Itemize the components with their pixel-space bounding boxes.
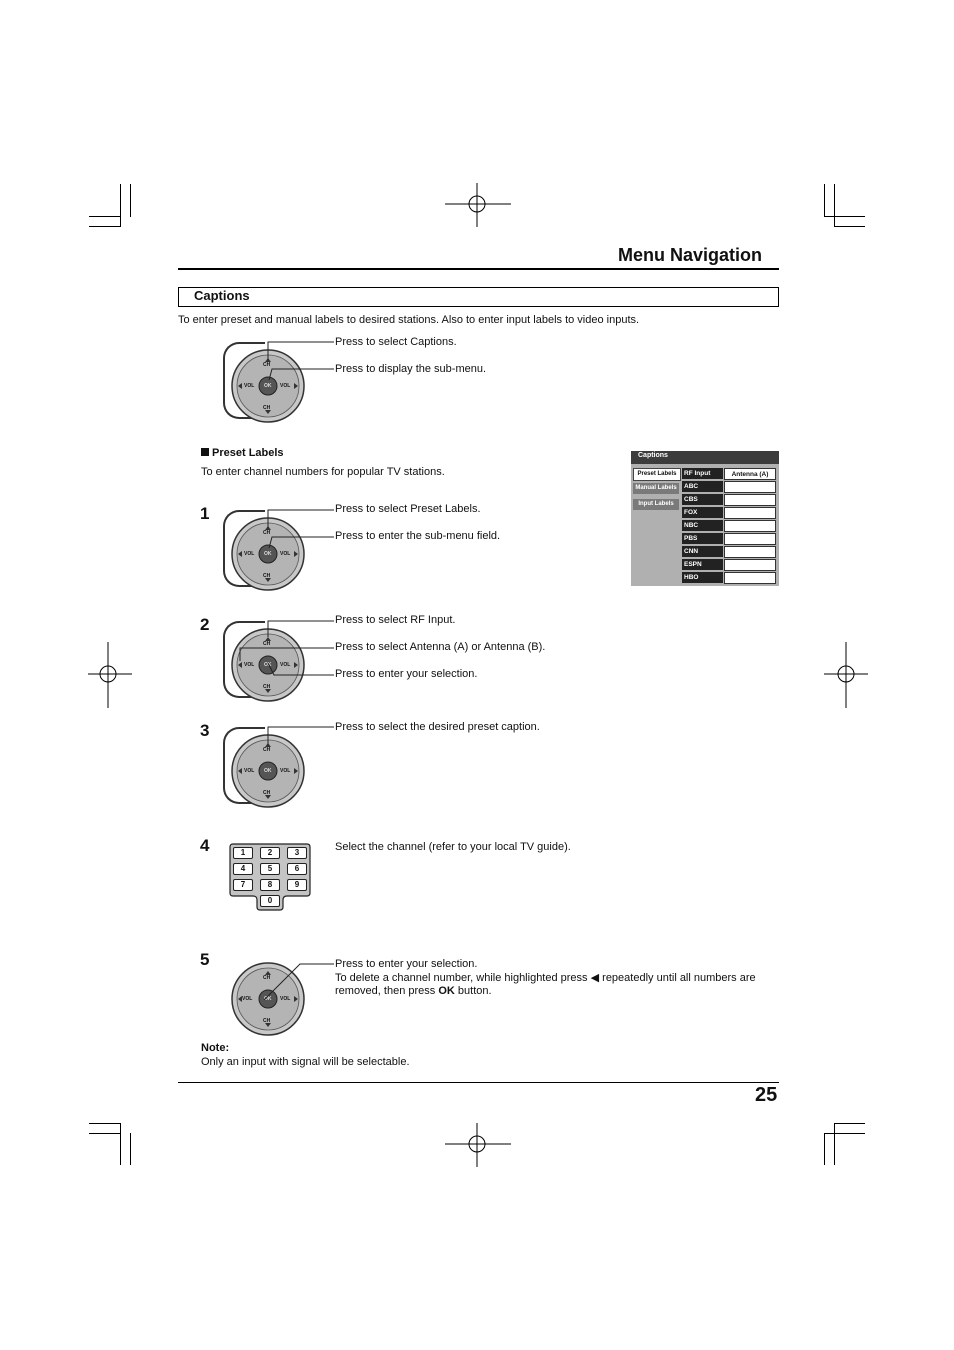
- ch-down-label: CH: [263, 573, 271, 579]
- ch-down-label: CH: [263, 684, 271, 690]
- key-4[interactable]: 4: [233, 863, 253, 875]
- registration-mark: [88, 642, 132, 708]
- captions-menu-header: [631, 451, 779, 464]
- crop-mark: [834, 184, 835, 226]
- callout-lines: [264, 508, 336, 548]
- crop-mark: [834, 1123, 835, 1165]
- station-label: CBS: [682, 494, 723, 505]
- crop-mark: [89, 216, 121, 217]
- ok-label: OK: [264, 551, 272, 557]
- crop-mark: [824, 184, 825, 217]
- step-4-line-1: Select the channel (refer to your local TV guide).: [335, 841, 571, 853]
- ch-up-label: CH: [263, 747, 271, 753]
- station-label: PBS: [682, 533, 723, 544]
- crop-mark: [120, 1123, 121, 1165]
- station-label: CNN: [682, 546, 723, 557]
- step-number: 2: [200, 615, 210, 634]
- crop-mark: [834, 226, 865, 227]
- step-3-line-1: Press to select the desired preset caption.: [335, 721, 540, 733]
- station-field[interactable]: [724, 572, 776, 584]
- crop-mark: [834, 1123, 865, 1124]
- step-number: 1: [200, 504, 210, 523]
- step-5-line-3: [335, 984, 492, 998]
- section-box: [178, 287, 779, 307]
- crop-mark: [824, 1133, 865, 1134]
- top-step-2: Press to display the sub-menu.: [335, 363, 487, 375]
- key-2[interactable]: 2: [260, 847, 280, 859]
- crop-mark: [130, 184, 131, 217]
- station-field[interactable]: [724, 520, 776, 532]
- page-title: Menu Navigation: [618, 245, 763, 265]
- station-label: NBC: [682, 520, 723, 531]
- crop-mark: [130, 1133, 131, 1165]
- callout-lines: [264, 725, 336, 755]
- station-field[interactable]: [724, 481, 776, 493]
- registration-mark: [824, 642, 868, 708]
- station-field[interactable]: [724, 494, 776, 506]
- vol-right-label: VOL: [280, 662, 291, 668]
- vol-left-label: VOL: [244, 768, 255, 774]
- ch-up-label: CH: [263, 362, 271, 368]
- ch-down-label: CH: [263, 1018, 271, 1024]
- note-text: Only an input with signal will be selectable.: [201, 1056, 410, 1068]
- vol-right-label: VOL: [280, 551, 291, 557]
- step-1-line-2: Press to enter the sub-menu field.: [335, 530, 501, 542]
- vol-right-label: VOL: [280, 996, 291, 1002]
- registration-mark: [445, 1123, 511, 1167]
- step-5-line-3-tail: button.: [457, 985, 492, 997]
- section-title: Captions: [194, 288, 250, 303]
- station-label: ESPN: [682, 559, 723, 570]
- step-number: 5: [200, 950, 210, 969]
- callout-lines: [264, 340, 336, 380]
- callout-lines: [260, 962, 336, 1004]
- step-5-line-2-tail: repeatedly until all numbers are: [602, 972, 756, 984]
- vol-right-label: VOL: [280, 768, 291, 774]
- intro-text: To enter preset and manual labels to desired stations. Also to enter input labels to video inputs.: [178, 314, 640, 326]
- captions-menu-title: Captions: [638, 452, 668, 459]
- key-9[interactable]: 9: [287, 879, 307, 891]
- key-8[interactable]: 8: [260, 879, 280, 891]
- note-label: Note:: [201, 1042, 230, 1054]
- step-2-line-1: Press to select RF Input.: [335, 614, 456, 626]
- key-3[interactable]: 3: [287, 847, 307, 859]
- step-5-line-2-text: To delete a channel number, while highlighted press: [335, 972, 588, 984]
- step-number: 4: [200, 836, 210, 855]
- ch-up-label: CH: [263, 641, 271, 647]
- menu-item-manual-labels[interactable]: Manual Labels: [633, 483, 679, 494]
- rf-input-label: RF Input: [682, 468, 723, 479]
- station-field[interactable]: [724, 546, 776, 558]
- square-bullet-icon: [201, 448, 209, 456]
- menu-item-input-labels[interactable]: Input Labels: [633, 499, 679, 510]
- step-5-line-3-text: removed, then press: [335, 985, 436, 997]
- vol-left-label: VOL: [244, 383, 255, 389]
- key-6[interactable]: 6: [287, 863, 307, 875]
- step-number: 3: [200, 721, 210, 740]
- preset-heading-text: Preset Labels: [212, 447, 284, 459]
- step-5-line-2: [335, 971, 756, 985]
- ch-up-label: CH: [263, 975, 271, 981]
- crop-mark: [89, 1133, 121, 1134]
- preset-desc: To enter channel numbers for popular TV stations.: [201, 466, 445, 478]
- vol-left-label: VOL: [244, 662, 255, 668]
- preset-heading: [201, 446, 284, 460]
- station-label: ABC: [682, 481, 723, 492]
- ok-label: OK: [264, 383, 272, 389]
- crop-mark: [824, 216, 865, 217]
- crop-mark: [120, 184, 121, 226]
- footer-rule: [178, 1082, 779, 1083]
- station-field[interactable]: [724, 559, 776, 571]
- top-step-1: Press to select Captions.: [335, 336, 457, 348]
- station-label: FOX: [682, 507, 723, 518]
- ok-button-ref: OK: [438, 985, 455, 997]
- ch-down-label: CH: [263, 405, 271, 411]
- vol-left-label: VOL: [244, 551, 255, 557]
- key-7[interactable]: 7: [233, 879, 253, 891]
- step-5-line-1: Press to enter your selection.: [335, 958, 478, 970]
- callout-lines: [236, 619, 336, 683]
- key-5[interactable]: 5: [260, 863, 280, 875]
- station-label: HBO: [682, 572, 723, 583]
- step-2-line-3: Press to enter your selection.: [335, 668, 478, 680]
- key-1[interactable]: 1: [233, 847, 253, 859]
- crop-mark: [89, 1123, 121, 1124]
- ok-label: OK: [264, 996, 272, 1002]
- step-1-line-1: Press to select Preset Labels.: [335, 503, 481, 515]
- registration-mark: [445, 183, 511, 227]
- title-rule: [178, 268, 779, 270]
- station-field[interactable]: [724, 533, 776, 545]
- ch-up-label: CH: [263, 530, 271, 536]
- menu-item-preset-labels[interactable]: Preset Labels: [633, 468, 681, 481]
- rf-input-value[interactable]: Antenna (A): [724, 468, 776, 480]
- crop-mark: [89, 226, 121, 227]
- page-number: 25: [755, 1084, 778, 1106]
- station-field[interactable]: [724, 507, 776, 519]
- vol-left-label: VOL: [242, 996, 253, 1002]
- ok-label: OK: [264, 662, 272, 668]
- left-arrow-icon: ◀: [590, 972, 600, 984]
- key-0[interactable]: 0: [260, 895, 280, 907]
- ok-label: OK: [264, 768, 272, 774]
- step-2-line-2: Press to select Antenna (A) or Antenna (B).: [335, 641, 546, 653]
- crop-mark: [824, 1133, 825, 1165]
- ch-down-label: CH: [263, 790, 271, 796]
- vol-right-label: VOL: [280, 383, 291, 389]
